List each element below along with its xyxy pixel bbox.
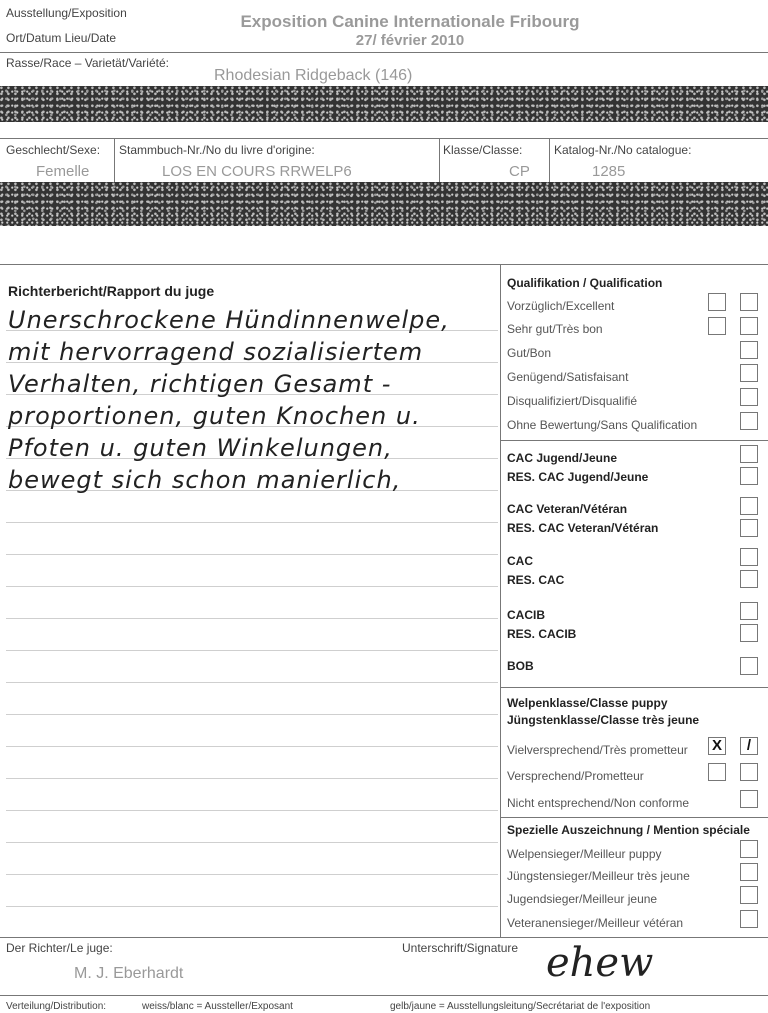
- report-line: proportionen, guten Knochen u.: [8, 402, 421, 430]
- bob-checkbox[interactable]: [740, 657, 758, 675]
- qualification-item: Gut/Bon: [507, 346, 552, 360]
- exhibition-label: Ausstellung/Exposition: [6, 6, 127, 20]
- report-line: mit hervorragend sozialisiertem: [8, 338, 424, 366]
- breed-value: Rhodesian Ridgeback (146): [214, 67, 413, 84]
- report-line: bewegt sich schon manierlich,: [8, 466, 402, 494]
- meilleur-jeune-checkbox[interactable]: [740, 886, 758, 904]
- report-title: Richterbericht/Rapport du juge: [8, 283, 215, 299]
- judge-label: Der Richter/Le juge:: [6, 941, 113, 955]
- cac-jugend-checkbox[interactable]: [740, 445, 758, 463]
- breed-label: Rasse/Race – Varietät/Variété:: [6, 56, 169, 70]
- studbook-value: LOS EN COURS RRWELP6: [162, 163, 352, 180]
- excellent-checkbox-2[interactable]: [740, 293, 758, 311]
- decorative-band-bottom: [0, 182, 768, 226]
- cacib-checkbox[interactable]: [740, 602, 758, 620]
- excellent-checkbox-1[interactable]: [708, 293, 726, 311]
- disqualifie-checkbox[interactable]: [740, 388, 758, 406]
- bon-checkbox[interactable]: [740, 341, 758, 359]
- satisfaisant-checkbox[interactable]: [740, 364, 758, 382]
- puppy-title: Welpenklasse/Classe puppy: [507, 696, 668, 710]
- res-cac-jugend-checkbox[interactable]: [740, 467, 758, 485]
- studbook-label: Stammbuch-Nr./No du livre d'origine:: [119, 143, 315, 157]
- award-res-cac-jugend: RES. CAC Jugend/Jeune: [507, 470, 649, 484]
- exhibition-date: 27/ février 2010: [355, 32, 465, 49]
- special-item: Jüngstensieger/Meilleur très jeune: [507, 869, 690, 883]
- sex-value: Femelle: [36, 163, 90, 180]
- non-conforme-checkbox[interactable]: [740, 790, 758, 808]
- tres-bon-checkbox-2[interactable]: [740, 317, 758, 335]
- signature-label: Unterschrift/Signature: [402, 941, 519, 955]
- distribution-label: Verteilung/Distribution:: [6, 1001, 107, 1012]
- puppy-item: Versprechend/Prometteur: [507, 769, 644, 783]
- tres-bon-checkbox-1[interactable]: [708, 317, 726, 335]
- special-item: Welpensieger/Meilleur puppy: [507, 847, 662, 861]
- award-cac-jugend: CAC Jugend/Jeune: [507, 451, 618, 465]
- res-cac-veteran-checkbox[interactable]: [740, 519, 758, 537]
- res-cacib-checkbox[interactable]: [740, 624, 758, 642]
- award-cacib: CACIB: [507, 608, 545, 622]
- distribution-white: weiss/blanc = Aussteller/Exposant: [142, 1001, 293, 1012]
- sans-qualification-checkbox[interactable]: [740, 412, 758, 430]
- cac-veteran-checkbox[interactable]: [740, 497, 758, 515]
- meilleur-veteran-checkbox[interactable]: [740, 910, 758, 928]
- award-res-cac-veteran: RES. CAC Veteran/Vétéran: [507, 521, 659, 535]
- tres-prometteur-checkbox-2[interactable]: /: [740, 737, 758, 755]
- award-res-cacib: RES. CACIB: [507, 627, 577, 641]
- report-line: Unerschrockene Hündinnenwelpe,: [8, 306, 450, 334]
- prometteur-checkbox-1[interactable]: [708, 763, 726, 781]
- qualification-title: Qualifikation / Qualification: [507, 276, 663, 290]
- award-cac: CAC: [507, 554, 533, 568]
- report-line: Verhalten, richtigen Gesamt -: [8, 370, 392, 398]
- qualification-item: Ohne Bewertung/Sans Qualification: [507, 418, 698, 432]
- qualification-item: Vorzüglich/Excellent: [507, 299, 615, 313]
- class-value: CP: [509, 163, 530, 180]
- special-title: Spezielle Auszeichnung / Mention spéciale: [507, 823, 750, 837]
- report-line: Pfoten u. guten Winkelungen,: [8, 434, 393, 462]
- decorative-band-top: [0, 86, 768, 122]
- award-cac-veteran: CAC Veteran/Vétéran: [507, 502, 628, 516]
- catalog-label: Katalog-Nr./No catalogue:: [554, 143, 692, 157]
- cac-checkbox[interactable]: [740, 548, 758, 566]
- distribution-yellow: gelb/jaune = Ausstellungsleitung/Secrétariat de l'exposition: [390, 1001, 651, 1012]
- place-date-label: Ort/Datum Lieu/Date: [6, 31, 117, 45]
- judge-name: M. J. Eberhardt: [74, 965, 184, 982]
- qualification-item: Disqualifiziert/Disqualifié: [507, 394, 638, 408]
- meilleur-tres-jeune-checkbox[interactable]: [740, 863, 758, 881]
- catalog-value: 1285: [592, 163, 626, 180]
- tres-prometteur-checkbox-1[interactable]: X: [708, 737, 726, 755]
- meilleur-puppy-checkbox[interactable]: [740, 840, 758, 858]
- sex-label: Geschlecht/Sexe:: [6, 143, 101, 157]
- prometteur-checkbox-2[interactable]: [740, 763, 758, 781]
- puppy-item: Vielversprechend/Très prometteur: [507, 743, 688, 757]
- very-young-title: Jüngstenklasse/Classe très jeune: [507, 713, 700, 727]
- qualification-item: Genügend/Satisfaisant: [507, 370, 629, 384]
- special-item: Jugendsieger/Meilleur jeune: [507, 892, 658, 906]
- puppy-item: Nicht entsprechend/Non conforme: [507, 796, 690, 810]
- special-item: Veteranensieger/Meilleur vétéran: [507, 916, 684, 930]
- qualification-item: Sehr gut/Très bon: [507, 322, 603, 336]
- class-label: Klasse/Classe:: [443, 143, 523, 157]
- signature: ehew: [546, 940, 654, 986]
- res-cac-checkbox[interactable]: [740, 570, 758, 588]
- exhibition-name: Exposition Canine Internationale Fribourg: [240, 12, 580, 31]
- award-res-cac: RES. CAC: [507, 573, 565, 587]
- award-bob: BOB: [507, 659, 534, 673]
